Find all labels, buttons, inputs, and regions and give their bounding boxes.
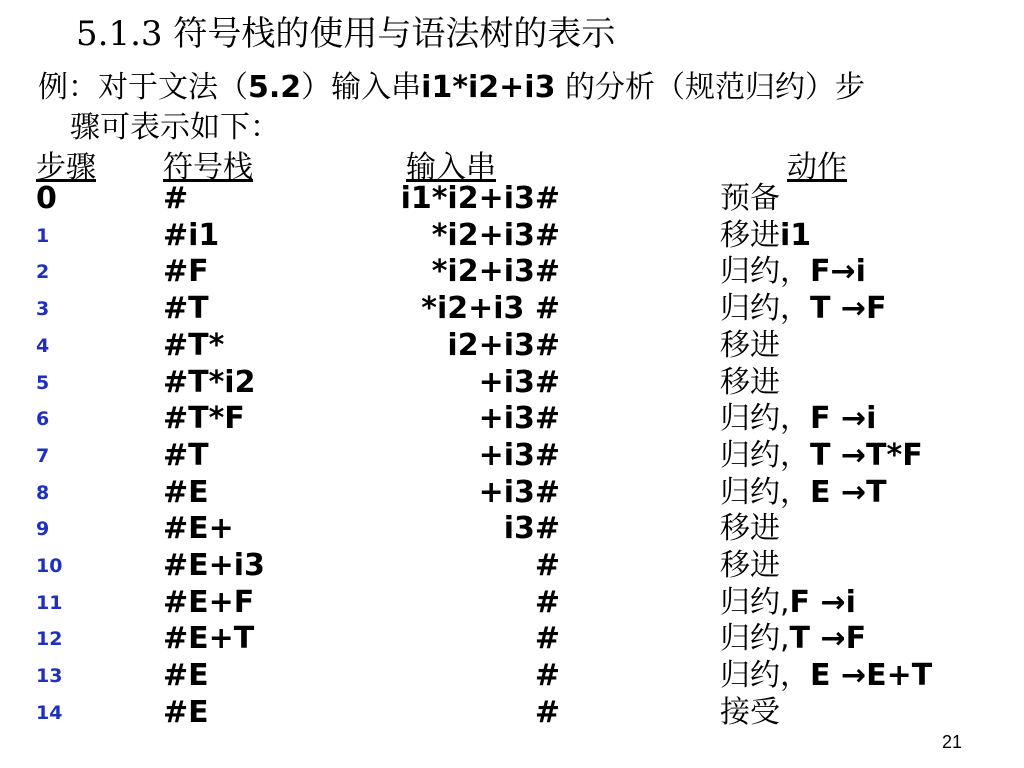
- action-text: 移进: [720, 327, 780, 363]
- intro-part: 的分析（规范归约）步: [555, 70, 865, 105]
- step-number: 8: [36, 481, 50, 504]
- input-remaining: +i3#: [478, 474, 560, 510]
- input-remaining: #: [534, 694, 560, 730]
- action-text: 归约，: [720, 658, 810, 694]
- action-cell: [720, 254, 866, 290]
- step-number: 9: [36, 518, 50, 541]
- stack-content: #T*F: [163, 401, 245, 437]
- action-text: 归约，: [720, 401, 810, 437]
- step-number: 12: [36, 628, 63, 651]
- input-remaining: #: [534, 621, 560, 657]
- action-cell: [720, 621, 866, 657]
- stack-content: #E: [163, 658, 209, 694]
- stack-content: #E+i3: [163, 548, 265, 583]
- stack-content: #E+: [163, 511, 234, 547]
- input-remaining: i1*i2+i3#: [400, 181, 560, 216]
- table-row: [0, 621, 1024, 657]
- action-rule: F →i: [810, 401, 877, 437]
- page-title: 5.1.3 符号栈的使用与语法树的表示: [76, 14, 616, 54]
- header-action: 动作: [787, 150, 847, 185]
- action-text: 归约，: [720, 474, 810, 510]
- intro-text: [38, 68, 988, 148]
- action-cell: [720, 475, 887, 511]
- intro-part: 例：对于文法（: [38, 70, 248, 105]
- action-text: 预备: [720, 181, 780, 216]
- action-cell: [720, 585, 856, 621]
- action-text: 移进: [720, 217, 780, 253]
- input-remaining: *i2+i3 #: [421, 291, 560, 327]
- input-remaining: +i3#: [478, 401, 560, 437]
- stack-content: #E+T: [163, 621, 255, 657]
- action-text: 移进: [720, 364, 780, 400]
- header-input: 输入串: [406, 150, 496, 185]
- action-cell: [720, 181, 780, 217]
- table-row: [0, 401, 1024, 437]
- step-number: 6: [36, 408, 50, 431]
- intro-line-1: [38, 68, 988, 108]
- action-rule: E →E+T: [810, 658, 933, 694]
- input-remaining: #: [534, 548, 560, 583]
- step-number: 7: [36, 444, 50, 467]
- input-remaining: i2+i3#: [447, 327, 560, 363]
- table-row: [0, 475, 1024, 511]
- action-rule: T →T*F: [810, 437, 923, 473]
- stack-content: #E+F: [163, 584, 255, 620]
- action-rule: T →F: [810, 291, 887, 327]
- action-rule: i1: [780, 217, 812, 253]
- action-cell: [720, 548, 780, 584]
- step-number: 1: [36, 224, 50, 247]
- step-number: 4: [36, 334, 50, 357]
- input-remaining: #: [534, 584, 560, 620]
- stack-content: #i1: [163, 217, 220, 253]
- input-remaining: +i3#: [478, 437, 560, 473]
- action-cell: [720, 695, 780, 731]
- step-number: 5: [36, 371, 50, 394]
- step-number: 10: [36, 555, 63, 577]
- page-number: 21: [941, 732, 962, 752]
- stack-content: #E: [163, 474, 209, 510]
- action-cell: [720, 328, 780, 364]
- action-rule: F →i: [789, 584, 856, 620]
- stack-content: #T: [163, 437, 209, 473]
- header-step: 步骤: [36, 150, 96, 185]
- step-number: 2: [36, 261, 50, 284]
- action-cell: [720, 365, 780, 401]
- stack-content: #: [163, 181, 189, 216]
- action-cell: [720, 438, 923, 474]
- step-number: 14: [36, 701, 63, 724]
- table-row: [0, 658, 1024, 694]
- table-row: [0, 328, 1024, 364]
- action-cell: [720, 291, 887, 327]
- input-remaining: *i2+i3#: [431, 217, 560, 253]
- step-number: 11: [36, 591, 63, 614]
- intro-line-2: 骤可表示如下：: [70, 110, 280, 145]
- stack-content: #T: [163, 291, 209, 327]
- header-stack: 符号栈: [163, 150, 253, 185]
- table-row: [0, 511, 1024, 547]
- action-text: 归约,: [720, 621, 790, 657]
- grammar-number: 5.2: [248, 70, 302, 105]
- table-row: [0, 695, 1024, 731]
- input-remaining: +i3#: [478, 364, 560, 400]
- intro-part: ）输入串: [301, 70, 422, 105]
- action-cell: [720, 401, 876, 437]
- input-remaining: #: [534, 658, 560, 694]
- stack-content: #T*i2: [163, 364, 256, 400]
- step-number: 3: [36, 298, 50, 321]
- table-row: [0, 585, 1024, 621]
- action-text: 归约，: [720, 254, 810, 290]
- action-text: 归约,: [720, 584, 790, 620]
- table-row: [0, 181, 1024, 217]
- stack-content: #E: [163, 694, 209, 730]
- action-rule: F→i: [810, 254, 866, 290]
- action-text: 接受: [720, 694, 780, 730]
- input-remaining: *i2+i3#: [431, 254, 560, 290]
- step-number: 0: [36, 181, 57, 216]
- action-cell: [720, 658, 932, 694]
- action-rule: E →T: [810, 474, 887, 510]
- step-number: 13: [36, 665, 63, 688]
- stack-content: #T*: [163, 327, 225, 363]
- action-cell: [720, 511, 780, 547]
- table-row: [0, 218, 1024, 254]
- action-text: 归约，: [720, 437, 810, 473]
- action-rule: T →F: [789, 621, 867, 657]
- input-remaining: i3#: [503, 511, 560, 547]
- input-string: i1*i2+i3: [421, 70, 556, 105]
- stack-content: #F: [163, 254, 209, 290]
- table-row: [0, 548, 1024, 584]
- table-row: [0, 438, 1024, 474]
- table-row: [0, 365, 1024, 401]
- action-cell: [720, 218, 811, 254]
- table-row: [0, 254, 1024, 290]
- action-text: 移进: [720, 548, 780, 583]
- table-row: [0, 291, 1024, 327]
- action-text: 归约，: [720, 291, 810, 327]
- action-text: 移进: [720, 511, 780, 547]
